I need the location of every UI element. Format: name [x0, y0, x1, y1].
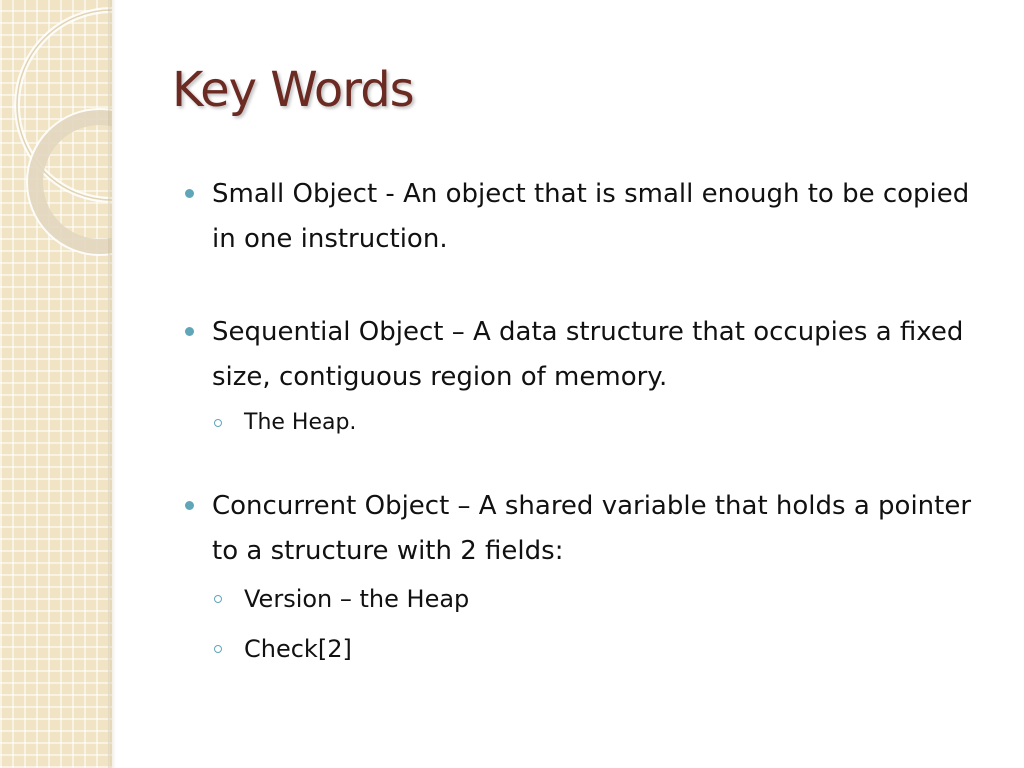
filled-circle-bullet-icon: [185, 327, 194, 336]
decorative-rings-icon: [0, 0, 112, 280]
sub-bullet-list: [212, 410, 1000, 436]
band-shadow-edge: [108, 0, 116, 768]
slide-title: Key Words: [172, 62, 414, 118]
decorative-side-band: [0, 0, 112, 768]
bullet-text: Concurrent Object – A shared variable that holds a pointer to a structure with 2 fields:: [212, 491, 972, 566]
bullet-item-concurrent-object: [185, 484, 1000, 664]
hollow-circle-bullet-icon: [214, 595, 222, 603]
bullet-text: Sequential Object – A data structure that occupies a fixed size, contiguous region of memory.: [212, 317, 964, 392]
sub-bullet-list: [212, 584, 1000, 664]
bullet-item-small-object: [185, 172, 1000, 262]
bullet-text: Small Object - An object that is small enough to be copied in one instruction.: [212, 179, 970, 254]
sub-bullet-item-heap: [212, 410, 1000, 436]
hollow-circle-bullet-icon: [214, 645, 222, 653]
filled-circle-bullet-icon: [185, 501, 194, 510]
hollow-circle-bullet-icon: [214, 419, 222, 427]
sub-bullet-text: Check[2]: [244, 635, 352, 663]
filled-circle-bullet-icon: [185, 189, 194, 198]
bullet-item-sequential-object: [185, 310, 1000, 436]
bullet-list: [185, 172, 1000, 664]
sub-bullet-item-version: [212, 584, 1000, 614]
sub-bullet-item-check: [212, 634, 1000, 664]
sub-bullet-text: Version – the Heap: [244, 585, 470, 613]
sub-bullet-text: The Heap.: [244, 410, 357, 435]
